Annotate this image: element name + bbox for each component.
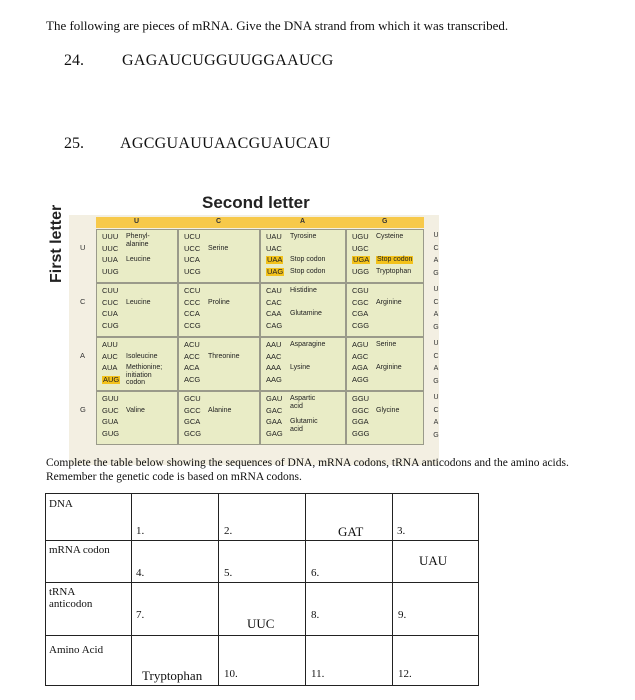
codon-gua: GUA	[102, 417, 119, 426]
amino-acid-label: Lysine	[290, 364, 310, 371]
third-letter-g: G	[433, 269, 439, 277]
codon-auc: AUC	[102, 351, 118, 361]
codon-cgg: CGG	[352, 320, 370, 330]
cell-uau: UAU	[393, 541, 479, 583]
third-letter-c: C	[433, 406, 439, 414]
amino-acid-label: Asparagine	[290, 341, 326, 348]
third-letter-c: C	[433, 352, 439, 360]
cell-1[interactable]: 1.	[132, 494, 219, 541]
amino-acid-label: Cysteine	[376, 233, 404, 240]
amino-acid-label: Serine	[208, 244, 229, 252]
codon-uuu: UUU	[102, 232, 119, 241]
cell-8[interactable]: 8.	[306, 583, 393, 636]
cell-uuc: UUC	[219, 583, 306, 636]
second-letter-a: A	[300, 218, 306, 225]
codon-ccc: CCC	[184, 297, 201, 307]
first-letter-a: A	[80, 351, 86, 360]
codon-agu: AGU	[352, 340, 369, 349]
amino-acid-label: Glutamic acid	[290, 418, 318, 433]
amino-acid-label: Methionine; initiation codon	[126, 364, 163, 386]
codon-cag: CAG	[266, 320, 283, 330]
codon-ucg: UCG	[184, 266, 201, 276]
first-letter-u: U	[80, 243, 86, 252]
codon-ggc: GGC	[352, 405, 370, 415]
first-letter-title: First letter	[48, 204, 65, 283]
codon-aug: AUG	[103, 374, 120, 384]
amino-acid-label: Leucine	[126, 256, 151, 263]
cell-5[interactable]: 5.	[219, 541, 306, 583]
third-letter-u: U	[433, 232, 439, 239]
codon-cua: CUA	[102, 309, 118, 318]
amino-acid-label: Phenyl- alanine	[126, 233, 150, 248]
amino-acid-label: Glutamine	[290, 310, 322, 317]
codon-ucc: UCC	[184, 243, 201, 253]
codon-uac: UAC	[266, 243, 282, 253]
first-letter-c: C	[80, 297, 86, 306]
codon-ggu: GGU	[352, 394, 370, 403]
cell-3[interactable]: 3.	[393, 494, 479, 541]
cell-10[interactable]: 10.	[219, 636, 306, 686]
third-letter-u: U	[433, 394, 439, 401]
third-letter-u: U	[433, 286, 439, 293]
codon-ccg: CCG	[184, 320, 201, 330]
codon-uaa: UAA	[267, 255, 283, 264]
codon-acg: ACG	[184, 374, 201, 384]
codon-cga: CGA	[352, 309, 369, 318]
codon-cau: CAU	[266, 286, 282, 295]
codon-guu: GUU	[102, 394, 119, 403]
amino-acid-label: Tyrosine	[290, 233, 317, 240]
amino-acid-label: Stop codon	[290, 256, 326, 263]
cell-12[interactable]: 12.	[393, 636, 479, 686]
amino-acid-label: Leucine	[126, 298, 151, 306]
codon-aau: AAU	[266, 340, 282, 349]
second-letter-c: C	[216, 218, 222, 225]
amino-acid-label: Histidine	[290, 287, 317, 294]
codon-gaa: GAA	[266, 417, 282, 426]
codon-gag: GAG	[266, 428, 283, 438]
second-letter-title: Second letter	[202, 193, 310, 212]
question-24-sequence: GAGAUCUGGUUGGAAUCG	[122, 52, 334, 69]
codon-cgu: CGU	[352, 286, 369, 295]
row-label-dna: DNA	[46, 494, 132, 541]
instructions-text: Complete the table below showing the sequences of DNA, mRNA codons, tRNA anticodons and the amino acids. Remember the genetic code is based on mRNA codons.	[46, 457, 569, 483]
codon-aua: AUA	[102, 363, 118, 372]
third-letter-g: G	[433, 323, 439, 331]
third-letter-a: A	[433, 419, 439, 426]
codon-cgc: CGC	[352, 297, 369, 307]
codon-aag: AAG	[266, 374, 282, 384]
codon-gcu: GCU	[184, 394, 201, 403]
row-label-amino-acid: Amino Acid	[46, 636, 132, 686]
codon-uca: UCA	[184, 255, 200, 264]
codon-caa: CAA	[266, 309, 282, 318]
amino-acid-label: Stop codon	[290, 267, 326, 275]
codon-uag: UAG	[267, 266, 284, 276]
amino-acid-label: Arginine	[376, 364, 402, 371]
amino-acid-label: Threonine	[208, 352, 240, 360]
amino-acid-label: Aspartic acid	[290, 395, 316, 410]
codon-aaa: AAA	[266, 363, 282, 372]
third-letter-u: U	[433, 340, 439, 347]
cell-7[interactable]: 7.	[132, 583, 219, 636]
third-letter-c: C	[433, 244, 439, 252]
first-letter-g: G	[80, 405, 86, 414]
third-letter-a: A	[433, 257, 439, 264]
codon-acc: ACC	[184, 351, 200, 361]
amino-acid-label: Tryptophan	[376, 267, 412, 275]
amino-acid-label: Glycine	[376, 406, 400, 414]
codon-ucu: UCU	[184, 232, 201, 241]
codon-aca: ACA	[184, 363, 200, 372]
codon-guc: GUC	[102, 405, 119, 415]
amino-acid-label: Proline	[208, 298, 230, 306]
codon-cuc: CUC	[102, 297, 119, 307]
second-letter-g: G	[382, 218, 388, 225]
third-letter-a: A	[433, 365, 439, 372]
codon-ugu: UGU	[352, 232, 369, 241]
codon-uuc: UUC	[102, 243, 119, 253]
codon-uau: UAU	[266, 232, 282, 241]
cell-4[interactable]: 4.	[132, 541, 219, 583]
cell-gat: GAT	[306, 494, 393, 541]
cell-tryptophan: Tryptophan	[132, 636, 219, 686]
codon-cca: CCA	[184, 309, 200, 318]
codon-aga: AGA	[352, 363, 368, 372]
codon-gug: GUG	[102, 428, 120, 438]
question-25-number: 25.	[64, 135, 84, 152]
codon-gcg: GCG	[184, 428, 202, 438]
codon-gau: GAU	[266, 394, 283, 403]
codon-aac: AAC	[266, 351, 282, 361]
codon-cac: CAC	[266, 297, 282, 307]
answer-table	[45, 493, 479, 686]
amino-acid-label: Valine	[126, 406, 145, 414]
codon-ggg: GGG	[352, 428, 370, 438]
codon-cug: CUG	[102, 320, 119, 330]
codon-cuu: CUU	[102, 286, 119, 295]
codon-gcc: GCC	[184, 405, 201, 415]
codon-uua: UUA	[102, 255, 118, 264]
third-letter-c: C	[433, 298, 439, 306]
codon-ugg: UGG	[352, 266, 370, 276]
codon-gac: GAC	[266, 405, 283, 415]
amino-acid-label: Stop codon	[377, 256, 413, 263]
cell-6[interactable]: 6.	[306, 541, 393, 583]
question-25-sequence: AGCGUAUUAACGUAUCAU	[120, 135, 331, 152]
codon-ugc: UGC	[352, 243, 369, 253]
second-letter-header-strip	[96, 217, 424, 228]
codon-ccu: CCU	[184, 286, 201, 295]
third-letter-g: G	[433, 377, 439, 385]
codon-uug: UUG	[102, 266, 119, 276]
second-letter-u: U	[134, 218, 140, 225]
cell-2[interactable]: 2.	[219, 494, 306, 541]
amino-acid-label: Isoleucine	[126, 352, 158, 360]
row-label-mrna: mRNA codon	[46, 541, 132, 583]
codon-auu: AUU	[102, 340, 118, 349]
intro-text: The following are pieces of mRNA. Give the DNA strand from which it was transcribed.	[46, 18, 509, 33]
cell-9[interactable]: 9.	[393, 583, 479, 636]
amino-acid-label: Alanine	[208, 406, 232, 414]
row-label-trna: tRNA anticodon	[46, 583, 132, 636]
codon-gga: GGA	[352, 417, 369, 426]
codon-uga: UGA	[353, 255, 370, 264]
codon-gca: GCA	[184, 417, 201, 426]
third-letter-a: A	[433, 311, 439, 318]
third-letter-g: G	[433, 431, 439, 439]
amino-acid-label: Serine	[376, 341, 397, 348]
codon-agg: AGG	[352, 374, 369, 384]
amino-acid-label: Arginine	[376, 298, 402, 306]
cell-11[interactable]: 11.	[306, 636, 393, 686]
codon-acu: ACU	[184, 340, 200, 349]
question-24-number: 24.	[64, 52, 84, 69]
codon-agc: AGC	[352, 351, 369, 361]
